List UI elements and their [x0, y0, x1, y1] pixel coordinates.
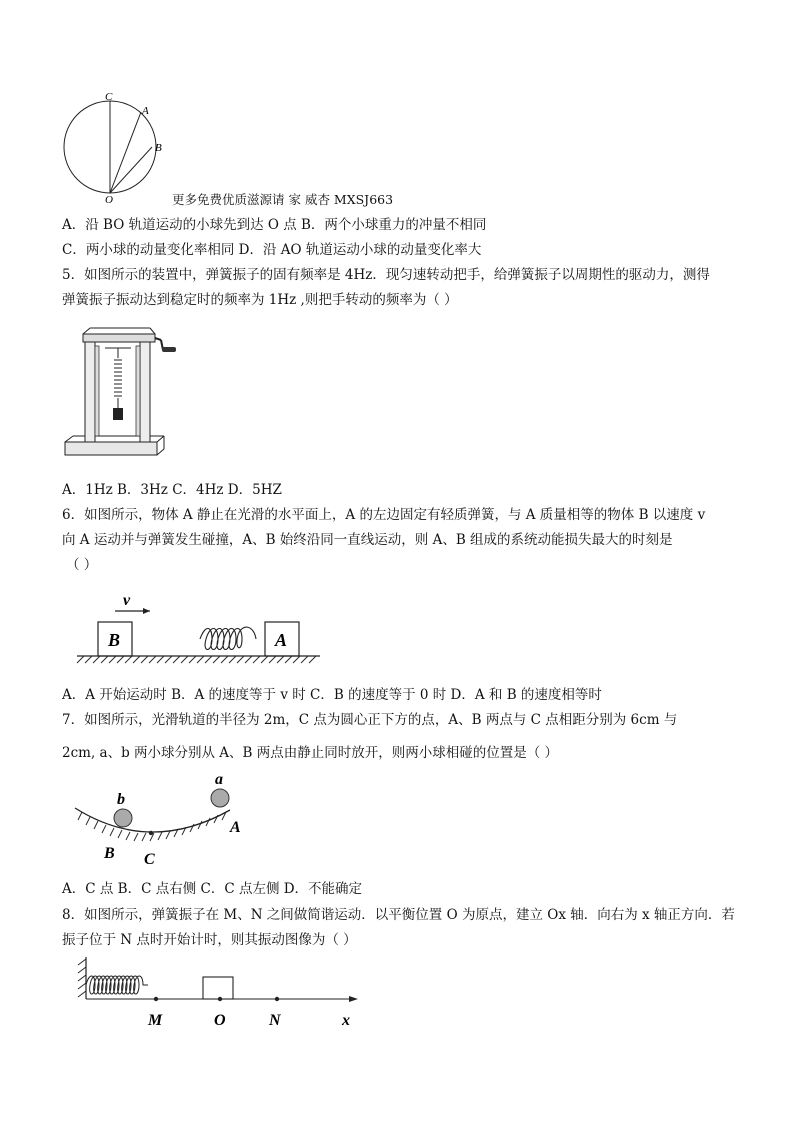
- figure-curved-track: [70, 770, 270, 870]
- label-A: A: [230, 819, 241, 836]
- point-C: [149, 831, 153, 835]
- label-M: M: [148, 1012, 163, 1029]
- figure-spring-oscillator-axis: [70, 955, 370, 1035]
- chord-BO: [110, 147, 152, 193]
- velocity-label: v: [123, 592, 131, 609]
- spring: [200, 627, 256, 649]
- q7-stem-line1: 7．如图所示，光滑轨道的半径为 2m，C 点为圆心正下方的点，A、B 两点与 C 点相距分别为 6cm 与: [62, 712, 678, 728]
- q6-options: A．A 开始运动时 B．A 的速度等于 v 时 C．B 的速度等于 0 时 D．A 和 B 的速度相等时: [62, 687, 602, 703]
- oscillator-block: [203, 977, 233, 999]
- label-N: N: [269, 1012, 281, 1029]
- label-A: A: [142, 105, 149, 117]
- chord-AO: [110, 112, 141, 193]
- figure-circle-chords: [55, 90, 175, 205]
- q5-stem-line2: 弹簧振子振动达到稳定时的频率为 1Hz ,则把手转动的频率为（ ）: [62, 292, 458, 308]
- q5-options: A．1Hz B．3Hz C．4Hz D．5HZ: [62, 482, 282, 498]
- label-C: C: [105, 91, 113, 103]
- q8-stem-line1: 8．如图所示，弹簧振子在 M、N 之间做简谐运动．以平衡位置 O 为原点，建立 Ox 轴．向右为 x 轴正方向．若: [62, 907, 735, 923]
- label-b: b: [117, 791, 125, 808]
- label-O: O: [214, 1012, 226, 1029]
- label-a: a: [215, 771, 223, 788]
- label-O: O: [105, 194, 113, 206]
- label-x: x: [342, 1012, 350, 1029]
- figure-crank-spring-apparatus: [65, 318, 185, 468]
- q7-options: A．C 点 B．C 点右侧 C．C 点左侧 D．不能确定: [62, 881, 363, 897]
- q5-stem-line1: 5．如图所示的装置中，弹簧振子的固有频率是 4Hz．现匀速转动把手，给弹簧振子以周期性的驱动力，测得: [62, 267, 710, 283]
- label-B: B: [104, 845, 115, 862]
- point-M: [154, 997, 158, 1001]
- q6-stem-line1: 6．如图所示，物体 A 静止在光滑的水平面上，A 的左边固定有轻质弹簧，与 A 质量相等的物体 B 以速度 v: [62, 507, 706, 523]
- q7-stem-line2: 2cm, a、b 两小球分别从 A、B 两点由静止同时放开，则两小球相碰的位置是（ ）: [62, 745, 559, 761]
- q6-stem-line3: （ ）: [66, 557, 98, 573]
- figure-blocks-spring: [75, 590, 325, 670]
- q4-options-line2: C．两小球的动量变化率相同 D．沿 AO 轨道运动小球的动量变化率大: [62, 242, 482, 258]
- ball-b: [114, 809, 132, 827]
- block-B-label: B: [108, 630, 121, 650]
- q8-stem-line2: 振子位于 N 点时开始计时，则其振动图像为（ ）: [62, 932, 357, 948]
- q4-options-line1: A．沿 BO 轨道运动的小球先到达 O 点 B．两个小球重力的冲量不相同: [62, 217, 487, 233]
- point-O: [218, 997, 222, 1001]
- ball-a: [211, 789, 229, 807]
- label-C: C: [144, 851, 155, 868]
- block-A-label: A: [275, 630, 288, 650]
- q6-stem-line2: 向 A 运动并与弹簧发生碰撞，A、B 始终沿同一直线运动，则 A、B 组成的系统动能损失最大的时刻是: [62, 532, 673, 548]
- track-arc: [75, 808, 230, 832]
- watermark-text: 更多免费优质滋源请 家 威杏 MXSJ663: [172, 192, 394, 207]
- label-B: B: [155, 142, 162, 154]
- spring: [86, 976, 148, 994]
- point-N: [275, 997, 279, 1001]
